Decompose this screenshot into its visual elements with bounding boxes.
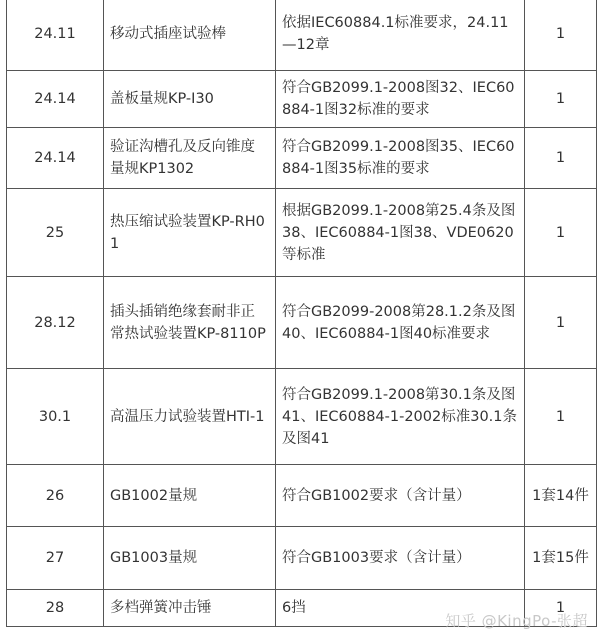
table-row <box>7 71 597 128</box>
item-name-cell: 盖板量规KP-I30 <box>104 71 276 128</box>
clause-cell: 28.12 <box>7 277 104 369</box>
table-row <box>7 189 597 277</box>
quantity-cell: 1套14件 <box>525 465 597 527</box>
quantity-cell: 1 <box>525 369 597 465</box>
clause-cell: 27 <box>7 527 104 590</box>
table-row <box>7 369 597 465</box>
spec-cell: 依据IEC60884.1标准要求，24.11—12章 <box>276 0 525 71</box>
item-name-cell: 热压缩试验装置KP-RH01 <box>104 189 276 277</box>
watermark: 知乎 @KingPo-张超 <box>445 612 588 630</box>
quantity-cell: 1 <box>525 189 597 277</box>
spec-cell: 符合GB2099.1-2008第30.1条及图41、IEC60884-1-2002标准30.1条及图41 <box>276 369 525 465</box>
spec-cell: 符合GB2099-2008第28.1.2条及图40、IEC60884-1图40标准要求 <box>276 277 525 369</box>
item-name-cell: 验证沟槽孔及反向锥度量规KP1302 <box>104 128 276 189</box>
table-row <box>7 465 597 527</box>
clause-cell: 30.1 <box>7 369 104 465</box>
clause-cell: 24.11 <box>7 0 104 71</box>
spec-cell: 符合GB1002要求（含计量） <box>276 465 525 527</box>
table-row <box>7 527 597 590</box>
quantity-cell: 1套15件 <box>525 527 597 590</box>
clause-cell: 24.14 <box>7 128 104 189</box>
spec-cell: 符合GB1003要求（含计量） <box>276 527 525 590</box>
item-name-cell: GB1003量规 <box>104 527 276 590</box>
quantity-cell: 1 <box>525 0 597 71</box>
item-name-cell: GB1002量规 <box>104 465 276 527</box>
spec-cell: 符合GB2099.1-2008图35、IEC60884-1图35标准的要求 <box>276 128 525 189</box>
quantity-cell: 1 <box>525 277 597 369</box>
quantity-cell: 1 <box>525 128 597 189</box>
item-name-cell: 多档弹簧冲击锤 <box>104 590 276 627</box>
clause-cell: 25 <box>7 189 104 277</box>
spec-cell: 6挡 <box>276 590 525 627</box>
clause-cell: 24.14 <box>7 71 104 128</box>
item-name-cell: 高温压力试验装置HTI-1 <box>104 369 276 465</box>
spec-cell: 根据GB2099.1-2008第25.4条及图38、IEC60884-1图38、VDE0620等标准 <box>276 189 525 277</box>
table-row <box>7 277 597 369</box>
table-row <box>7 128 597 189</box>
item-name-cell: 插头插销绝缘套耐非正常热试验装置KP-8110P <box>104 277 276 369</box>
item-name-cell: 移动式插座试验棒 <box>104 0 276 71</box>
quantity-cell: 1 <box>525 71 597 128</box>
spec-cell: 符合GB2099.1-2008图32、IEC60884-1图32标准的要求 <box>276 71 525 128</box>
specs-table <box>6 0 597 627</box>
clause-cell: 26 <box>7 465 104 527</box>
quantity-cell: 1 <box>525 590 597 627</box>
table-row <box>7 0 597 71</box>
clause-cell: 28 <box>7 590 104 627</box>
